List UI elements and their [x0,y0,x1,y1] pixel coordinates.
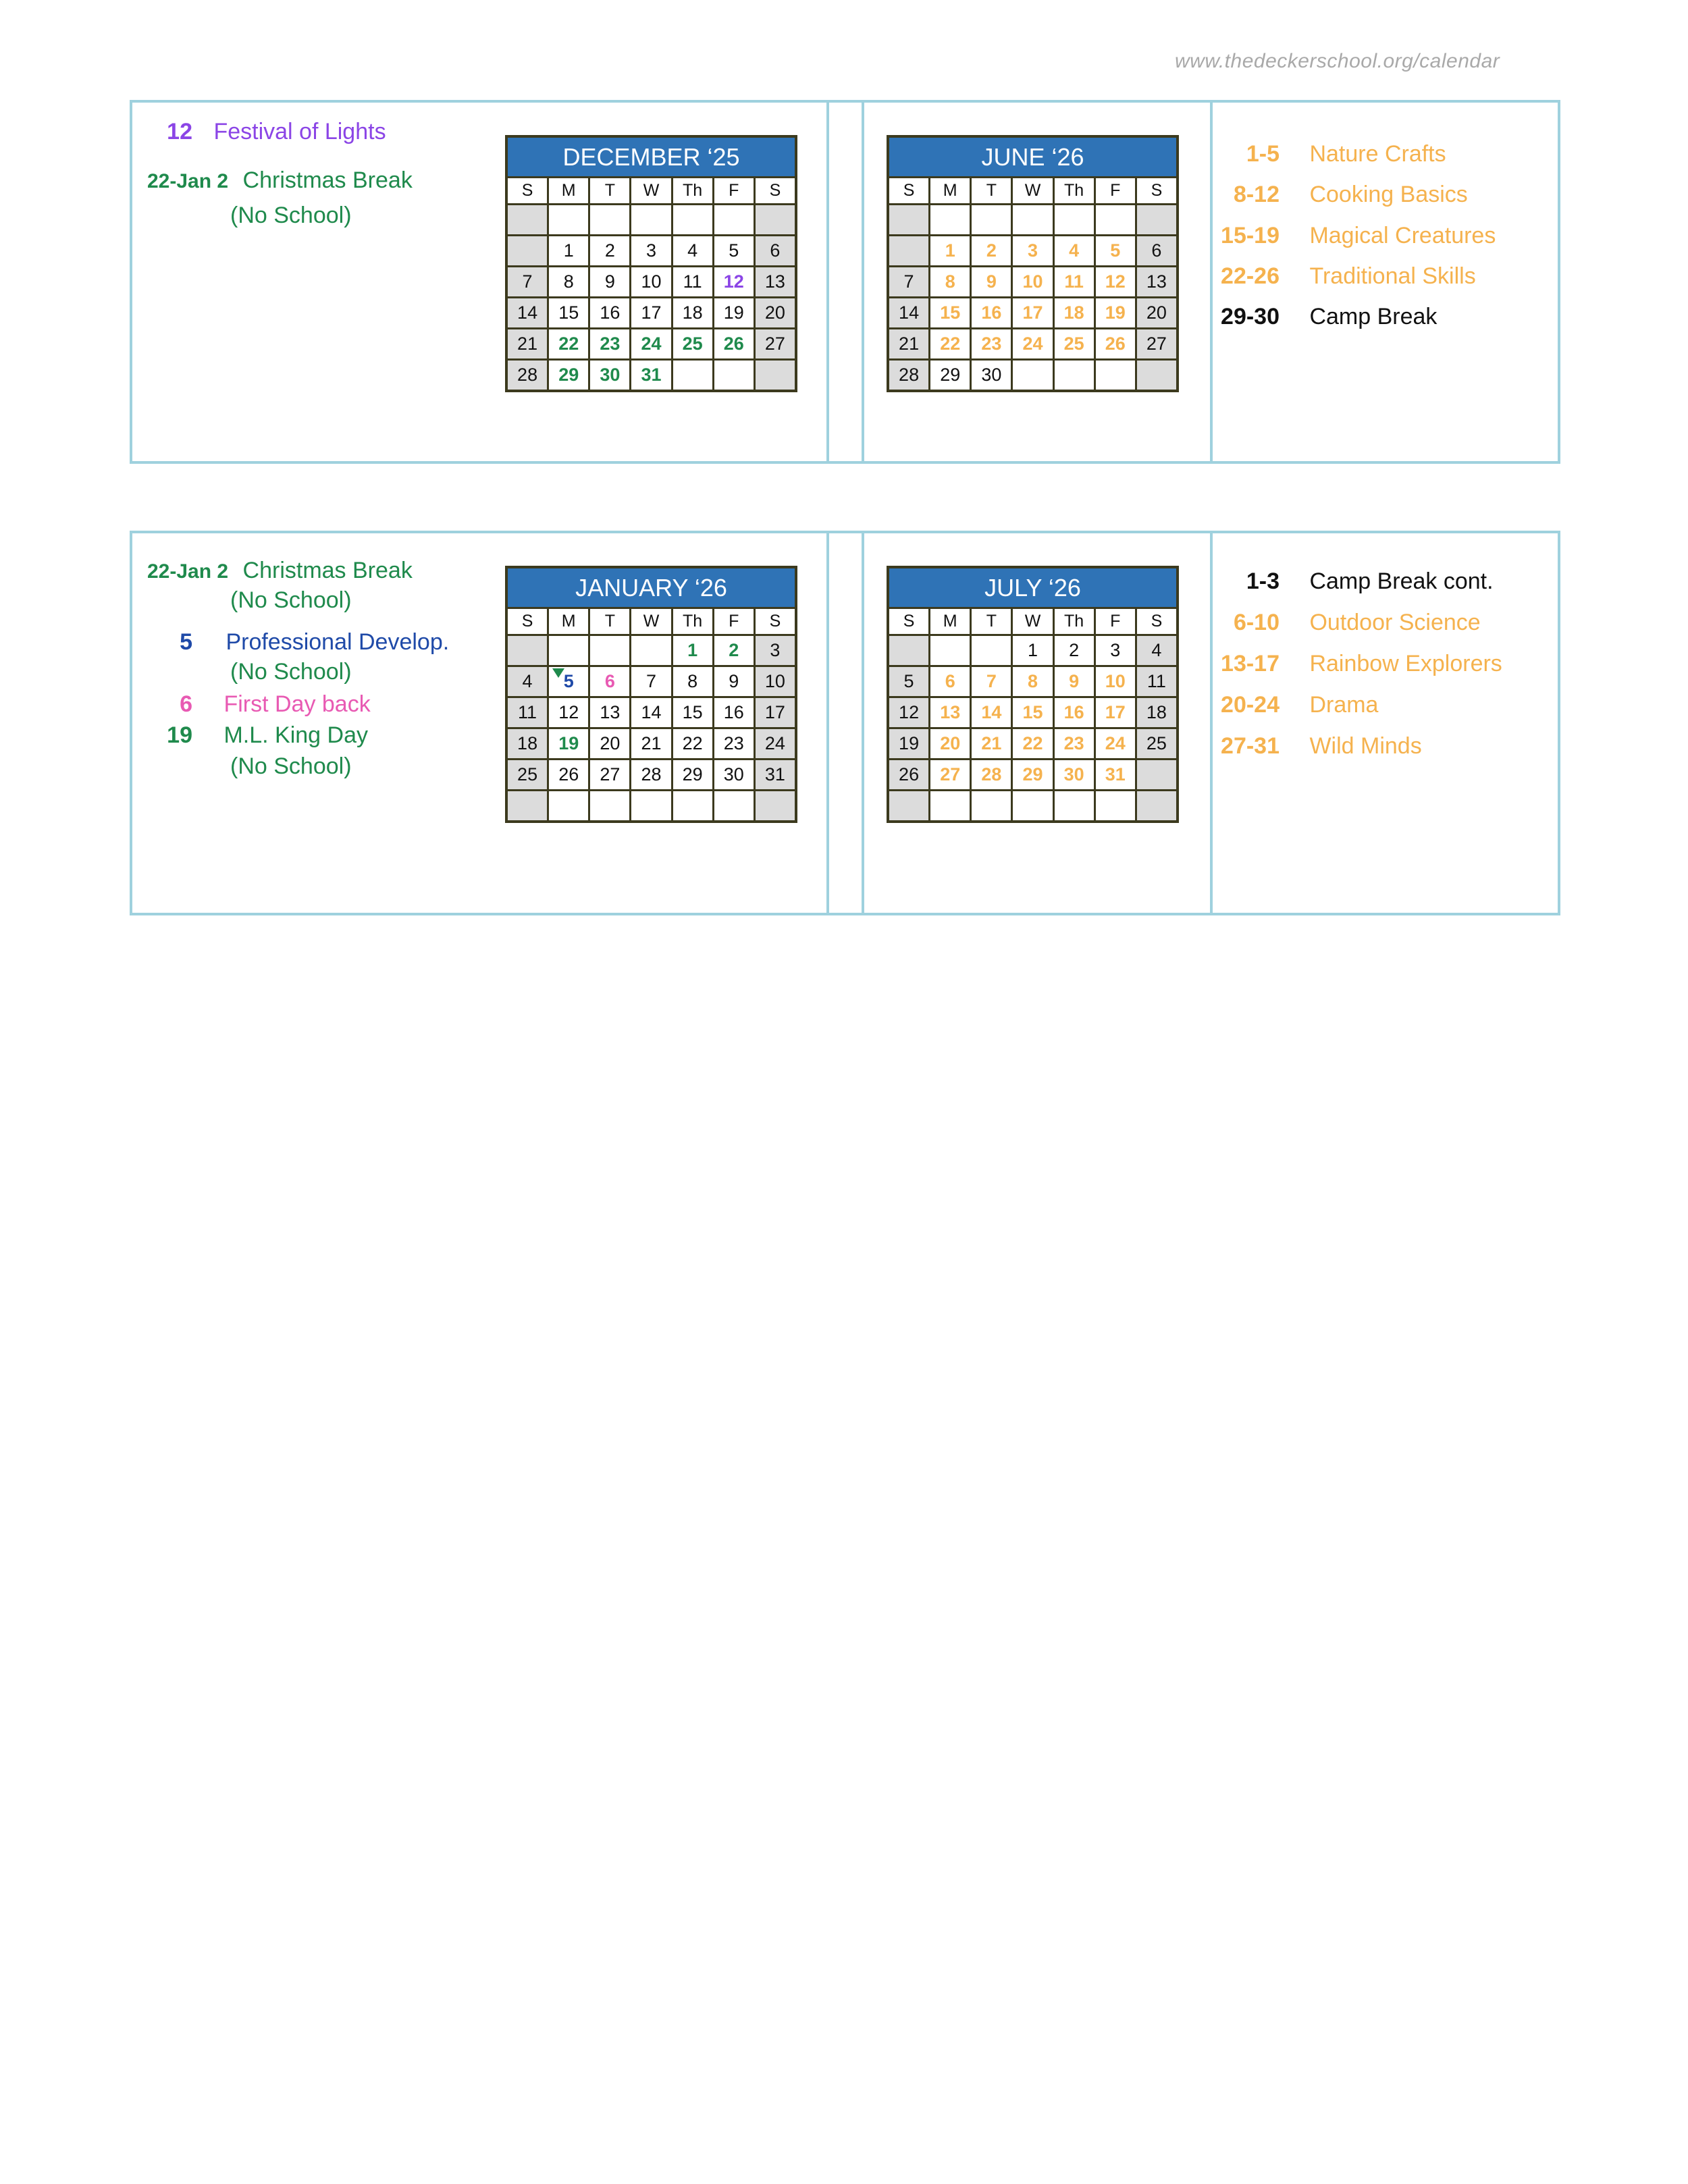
weekday-header: M [930,178,970,203]
empty-day-cell [889,205,928,234]
day-cell[interactable]: 24 [756,729,795,758]
empty-day-cell [1096,205,1135,234]
day-cell[interactable]: 12 [889,698,928,727]
event-date: 27-31 [1221,733,1280,759]
event-title: Camp Break cont. [1309,568,1494,594]
day-cell[interactable]: 23 [590,329,629,358]
event-title: Christmas Break [242,167,413,193]
camp-wild-minds [1209,733,1422,760]
day-cell[interactable]: 2 [972,236,1011,265]
day-cell[interactable]: 5 [889,667,928,696]
event-title: Drama [1309,692,1379,718]
event-title: Rainbow Explorers [1309,651,1502,676]
event-christmas-break-note: (No School) [230,587,352,613]
weekday-header: S [889,609,928,634]
day-cell[interactable]: 2 [590,236,629,265]
day-cell[interactable]: 28 [889,361,928,390]
event-christmas-break [147,558,413,584]
camp-magical-creatures [1209,223,1496,249]
day-cell[interactable]: 23 [972,329,1011,358]
weekday-header: M [549,178,588,203]
day-cell[interactable]: 12 [549,698,588,727]
empty-day-cell [714,791,754,820]
event-festival-of-lights [135,119,386,145]
empty-day-cell [1013,205,1052,234]
camp-traditional-skills [1209,263,1476,290]
event-title: Wild Minds [1309,733,1422,759]
weekday-header: T [972,178,1011,203]
day-cell[interactable]: 10 [1013,267,1052,296]
calendar-title: DECEMBER ‘25 [508,138,795,176]
day-cell[interactable]: 12 [714,267,754,296]
day-cell[interactable]: 27 [930,760,970,789]
day-cell[interactable]: 3 [1096,636,1135,665]
weekday-header: W [1013,178,1052,203]
day-cell[interactable]: 17 [1096,698,1135,727]
day-cell[interactable]: 4 [1055,236,1094,265]
event-date: 5 [180,629,192,655]
row2-divider-b [862,531,864,915]
camp-drama [1209,692,1378,718]
camp-break-continued [1209,568,1494,595]
day-cell[interactable]: 14 [972,698,1011,727]
day-cell[interactable]: 27 [756,329,795,358]
day-cell[interactable]: 3 [1013,236,1052,265]
calendar-december-2025 [505,135,797,392]
empty-day-cell [590,791,629,820]
day-cell[interactable]: 10 [756,667,795,696]
calendar-title: JULY ‘26 [889,568,1176,607]
empty-day-cell [508,205,547,234]
day-cell[interactable]: 20 [590,729,629,758]
row2-divider-a [826,531,829,915]
day-cell[interactable]: 13 [756,267,795,296]
empty-day-cell [756,361,795,390]
weekday-header: W [1013,609,1052,634]
row1-divider-b [862,100,864,464]
website-url[interactable]: www.thedeckerschool.org/calendar [1175,50,1500,72]
empty-day-cell [889,236,928,265]
day-cell[interactable]: 11 [508,698,547,727]
empty-day-cell [930,791,970,820]
day-cell[interactable]: 5 [714,236,754,265]
day-cell[interactable]: 21 [508,329,547,358]
empty-day-cell [508,791,547,820]
calendar-grid [889,176,1176,390]
day-cell[interactable]: 1 [1013,636,1052,665]
calendar-title: JANUARY ‘26 [508,568,795,607]
day-cell[interactable]: 5 [549,667,588,696]
event-date: 12 [167,119,192,144]
weekday-header: F [1096,178,1135,203]
day-cell[interactable]: 30 [972,361,1011,390]
day-cell[interactable]: 10 [1096,667,1135,696]
empty-day-cell [1013,791,1052,820]
empty-day-cell [1055,205,1094,234]
day-cell[interactable]: 25 [673,329,712,358]
empty-day-cell [1055,361,1094,390]
day-cell[interactable]: 16 [972,298,1011,327]
event-title: Magical Creatures [1309,223,1496,248]
day-cell[interactable]: 29 [549,361,588,390]
day-cell[interactable]: 6 [756,236,795,265]
day-cell[interactable]: 6 [590,667,629,696]
day-cell[interactable]: 22 [1013,729,1052,758]
day-cell[interactable]: 7 [631,667,670,696]
weekday-header: T [590,609,629,634]
empty-day-cell [1137,205,1176,234]
event-ml-king-day [135,722,368,749]
event-title: Cooking Basics [1309,182,1468,207]
day-cell[interactable]: 15 [673,698,712,727]
event-title: Christmas Break [242,558,413,583]
day-cell[interactable]: 15 [930,298,970,327]
day-cell[interactable]: 26 [549,760,588,789]
event-title: Professional Develop. [226,629,450,655]
calendar-january-2026 [505,566,797,823]
day-cell[interactable]: 23 [1055,729,1094,758]
day-cell[interactable]: 18 [508,729,547,758]
day-cell[interactable]: 30 [590,361,629,390]
empty-day-cell [889,791,928,820]
empty-day-cell [590,636,629,665]
calendar-grid [508,607,795,820]
empty-day-cell [756,205,795,234]
day-cell[interactable]: 4 [508,667,547,696]
weekday-header: W [631,178,670,203]
event-date: 20-24 [1221,692,1280,718]
weekday-header: F [1096,609,1135,634]
event-christmas-break [147,167,413,194]
weekday-header: Th [1055,609,1094,634]
empty-day-cell [631,791,670,820]
camp-outdoor-science [1209,610,1481,636]
empty-day-cell [673,361,712,390]
day-cell[interactable]: 28 [972,760,1011,789]
day-cell[interactable]: 31 [756,760,795,789]
empty-day-cell [930,636,970,665]
weekday-header: S [508,609,547,634]
day-cell[interactable]: 25 [508,760,547,789]
empty-day-cell [714,205,754,234]
day-cell[interactable]: 4 [1137,636,1176,665]
empty-day-cell [549,791,588,820]
weekday-header: M [930,609,970,634]
day-cell[interactable]: 20 [930,729,970,758]
weekday-header: F [714,178,754,203]
empty-day-cell [508,636,547,665]
empty-day-cell [549,636,588,665]
row1-divider-a [826,100,829,464]
empty-day-cell [673,205,712,234]
weekday-header: W [631,609,670,634]
weekday-header: Th [673,178,712,203]
empty-day-cell [631,636,670,665]
day-cell[interactable]: 1 [930,236,970,265]
calendar-grid [508,176,795,390]
day-cell[interactable]: 19 [714,298,754,327]
empty-day-cell [508,236,547,265]
event-date: 19 [167,722,192,748]
day-cell[interactable]: 21 [889,329,928,358]
day-cell[interactable]: 18 [1055,298,1094,327]
empty-day-cell [1096,791,1135,820]
weekday-header: Th [673,609,712,634]
empty-day-cell [714,361,754,390]
day-cell[interactable]: 14 [508,298,547,327]
day-cell[interactable]: 6 [1137,236,1176,265]
day-cell[interactable]: 8 [930,267,970,296]
event-christmas-break-note: (No School) [230,203,352,228]
camp-break [1209,304,1437,330]
empty-day-cell [930,205,970,234]
day-cell[interactable]: 29 [673,760,712,789]
day-cell[interactable]: 7 [508,267,547,296]
day-cell[interactable]: 22 [549,329,588,358]
event-date: 8-12 [1233,182,1280,207]
day-cell[interactable]: 11 [1137,667,1176,696]
event-date: 13-17 [1221,651,1280,676]
day-cell[interactable]: 19 [549,729,588,758]
day-cell[interactable]: 13 [1137,267,1176,296]
day-cell[interactable]: 24 [1013,329,1052,358]
day-cell[interactable]: 19 [889,729,928,758]
event-date: 22-Jan 2 [147,560,229,583]
day-cell[interactable]: 7 [972,667,1011,696]
event-date: 15-19 [1221,223,1280,248]
day-cell[interactable]: 9 [1055,667,1094,696]
empty-day-cell [972,205,1011,234]
day-cell[interactable]: 23 [714,729,754,758]
event-date: 22-Jan 2 [147,170,229,192]
day-cell[interactable]: 18 [1137,698,1176,727]
weekday-header: S [1137,609,1176,634]
day-cell[interactable]: 26 [889,760,928,789]
event-date: 1-3 [1246,568,1280,594]
event-date: 6-10 [1233,610,1280,635]
weekday-header: S [756,178,795,203]
empty-day-cell [972,636,1011,665]
day-cell[interactable]: 16 [1055,698,1094,727]
empty-day-cell [889,636,928,665]
day-cell[interactable]: 11 [673,267,712,296]
event-date: 6 [180,691,192,717]
day-cell[interactable]: 14 [889,298,928,327]
camp-cooking-basics [1209,182,1468,208]
empty-day-cell [1137,361,1176,390]
day-cell[interactable]: 13 [930,698,970,727]
day-cell[interactable]: 15 [549,298,588,327]
empty-day-cell [1013,361,1052,390]
day-cell[interactable]: 17 [631,298,670,327]
day-cell[interactable]: 13 [590,698,629,727]
calendar-grid [889,607,1176,820]
day-cell[interactable]: 17 [1013,298,1052,327]
event-title: M.L. King Day [223,722,368,748]
day-cell[interactable]: 14 [631,698,670,727]
day-cell[interactable]: 1 [673,636,712,665]
event-title: Festival of Lights [213,119,386,144]
camp-nature-crafts [1209,141,1446,167]
day-cell[interactable]: 10 [631,267,670,296]
day-cell[interactable]: 25 [1055,329,1094,358]
weekday-header: S [1137,178,1176,203]
empty-day-cell [1137,791,1176,820]
day-cell[interactable]: 30 [1055,760,1094,789]
day-cell[interactable]: 29 [930,361,970,390]
day-cell[interactable]: 2 [1055,636,1094,665]
day-cell[interactable]: 15 [1013,698,1052,727]
camp-rainbow-explorers [1209,651,1502,677]
event-title: Nature Crafts [1309,141,1446,167]
calendar-title: JUNE ‘26 [889,138,1176,176]
weekday-header: S [889,178,928,203]
day-cell[interactable]: 9 [714,667,754,696]
day-cell[interactable]: 17 [756,698,795,727]
weekday-header: S [756,609,795,634]
calendar-june-2026 [887,135,1179,392]
day-cell[interactable]: 22 [930,329,970,358]
day-cell[interactable]: 21 [972,729,1011,758]
day-cell[interactable]: 28 [631,760,670,789]
day-cell[interactable]: 27 [590,760,629,789]
empty-day-cell [631,205,670,234]
event-title: Camp Break [1309,304,1438,329]
day-cell[interactable]: 31 [631,361,670,390]
weekday-header: M [549,609,588,634]
day-cell[interactable]: 8 [549,267,588,296]
day-cell[interactable]: 12 [1096,267,1135,296]
day-cell[interactable]: 25 [1137,729,1176,758]
day-cell[interactable]: 8 [1013,667,1052,696]
day-cell[interactable]: 31 [1096,760,1135,789]
empty-day-cell [972,791,1011,820]
day-cell[interactable]: 9 [590,267,629,296]
day-cell[interactable]: 7 [889,267,928,296]
event-professional-development [135,629,449,656]
day-cell[interactable]: 18 [673,298,712,327]
event-title: Traditional Skills [1309,263,1476,289]
event-first-day-back [135,691,371,718]
weekday-header: T [590,178,629,203]
weekday-header: Th [1055,178,1094,203]
empty-day-cell [673,791,712,820]
day-cell[interactable]: 3 [631,236,670,265]
empty-day-cell [1055,791,1094,820]
day-cell[interactable]: 24 [631,329,670,358]
calendar-july-2026 [887,566,1179,823]
empty-day-cell [1137,760,1176,789]
weekday-header: S [508,178,547,203]
day-cell[interactable]: 9 [972,267,1011,296]
day-cell[interactable]: 6 [930,667,970,696]
day-cell[interactable]: 22 [673,729,712,758]
day-cell[interactable]: 11 [1055,267,1094,296]
day-cell[interactable]: 8 [673,667,712,696]
empty-day-cell [549,205,588,234]
weekday-header: T [972,609,1011,634]
day-cell[interactable]: 5 [1096,236,1135,265]
event-marker-icon [552,668,564,678]
day-cell[interactable]: 30 [714,760,754,789]
day-cell[interactable]: 16 [590,298,629,327]
event-ml-king-day-note: (No School) [230,753,352,779]
event-date: 1-5 [1246,141,1280,167]
empty-day-cell [756,791,795,820]
empty-day-cell [590,205,629,234]
day-cell[interactable]: 24 [1096,729,1135,758]
day-cell[interactable]: 27 [1137,329,1176,358]
day-cell[interactable]: 2 [714,636,754,665]
weekday-header: F [714,609,754,634]
empty-day-cell [1096,361,1135,390]
day-cell[interactable]: 20 [756,298,795,327]
day-cell[interactable]: 29 [1013,760,1052,789]
day-cell[interactable]: 26 [1096,329,1135,358]
event-professional-development-note: (No School) [230,659,352,685]
day-cell[interactable]: 4 [673,236,712,265]
event-date: 29-30 [1221,304,1280,329]
day-cell[interactable]: 26 [714,329,754,358]
day-cell[interactable]: 21 [631,729,670,758]
event-title: First Day back [223,691,371,717]
event-title: Outdoor Science [1309,610,1481,635]
day-cell[interactable]: 16 [714,698,754,727]
day-cell[interactable]: 28 [508,361,547,390]
day-cell[interactable]: 20 [1137,298,1176,327]
day-cell[interactable]: 19 [1096,298,1135,327]
event-date: 22-26 [1221,263,1280,289]
day-cell[interactable]: 1 [549,236,588,265]
day-cell[interactable]: 3 [756,636,795,665]
